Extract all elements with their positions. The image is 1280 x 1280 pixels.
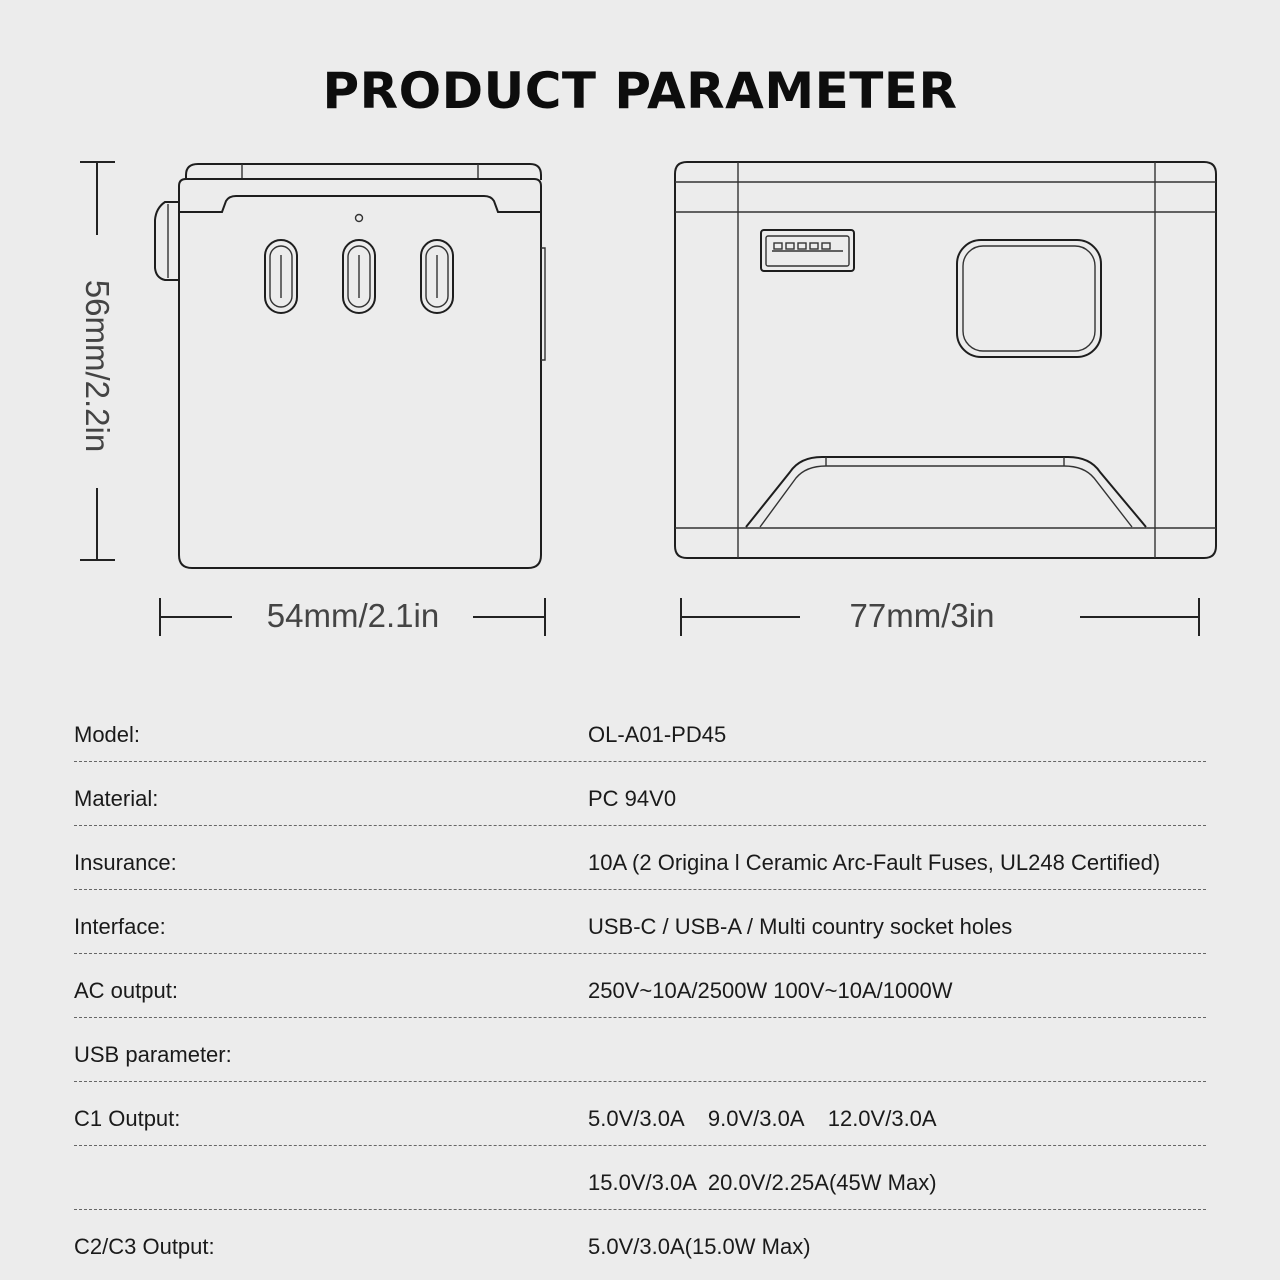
row-divider <box>74 761 1206 762</box>
row-divider <box>74 953 1206 954</box>
width-label: 54mm/2.1in <box>266 597 440 634</box>
param-label: AC output: <box>74 978 178 1003</box>
param-value: USB-C / USB-A / Multi country socket holes <box>588 914 1013 939</box>
param-label: Interface: <box>74 914 166 939</box>
row-divider <box>74 1081 1206 1082</box>
usb-a-port <box>761 230 854 271</box>
height-label: 56mm/2.2in <box>79 279 116 453</box>
param-row-c1-output-cont <box>74 1148 1206 1212</box>
param-label: USB parameter: <box>74 1042 232 1067</box>
param-value: 10A (2 Origina l Ceramic Arc-Fault Fuses, UL248 Certified) <box>588 850 1161 875</box>
param-label: C1 Output: <box>74 1106 181 1131</box>
row-divider <box>74 1017 1206 1018</box>
side-view-drawing <box>155 164 545 568</box>
page-title: PRODUCT PARAMETER <box>322 62 958 120</box>
param-row-material <box>74 764 1206 828</box>
param-label: Insurance: <box>74 850 177 875</box>
length-dimension <box>681 597 1199 636</box>
row-divider <box>74 1145 1206 1146</box>
height-dimension <box>79 162 116 560</box>
bottom-arch <box>746 457 1146 527</box>
param-row-interface <box>74 892 1206 956</box>
length-label: 77mm/3in <box>849 597 995 634</box>
parameter-table <box>74 700 1206 1276</box>
width-dimension <box>160 597 545 636</box>
param-value: 5.0V/3.0A 9.0V/3.0A 12.0V/3.0A <box>588 1106 937 1131</box>
usb-c-port-c2 <box>343 240 375 313</box>
param-value: PC 94V0 <box>588 786 677 811</box>
row-divider <box>74 889 1206 890</box>
param-label: Material: <box>74 786 159 811</box>
param-row-usb-parameter <box>74 1020 1206 1084</box>
param-row-c1-output <box>74 1084 1206 1148</box>
param-value: 250V~10A/2500W 100V~10A/1000W <box>588 978 953 1003</box>
param-row-insurance <box>74 828 1206 892</box>
param-row-c2-c3-output <box>74 1212 1206 1276</box>
param-value: 5.0V/3.0A(15.0W Max) <box>588 1234 811 1259</box>
param-row-ac-output <box>74 956 1206 1020</box>
param-label: C2/C3 Output: <box>74 1234 215 1259</box>
socket-panel <box>957 240 1101 357</box>
param-value: 15.0V/3.0A 20.0V/2.25A(45W Max) <box>588 1170 937 1195</box>
param-row-model <box>74 700 1206 764</box>
row-divider <box>74 825 1206 826</box>
param-label: Model: <box>74 722 141 747</box>
usb-c-port-c3 <box>421 240 453 313</box>
front-view-drawing <box>675 162 1216 558</box>
param-value: OL-A01-PD45 <box>588 722 727 747</box>
row-divider <box>74 1209 1206 1210</box>
usb-c-port-c1 <box>265 240 297 313</box>
